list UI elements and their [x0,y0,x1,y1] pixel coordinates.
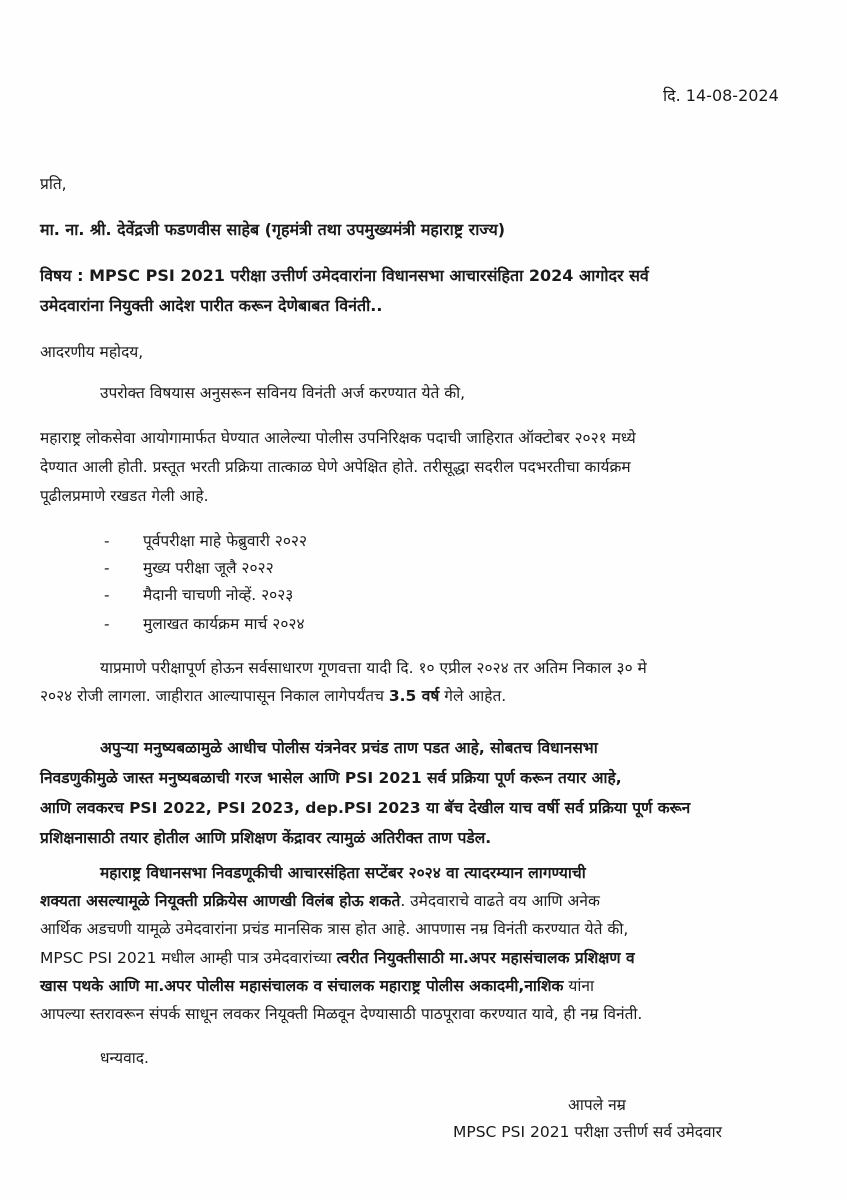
list-marker: - [104,615,110,633]
para3-line-4: प्रशिक्षनासाठी तयार होतील आणि प्रशिक्षण केंद्रावर त्यामुळं अतिरीक्त ताण पडेल. [40,829,492,847]
closing: आपले नम्र [568,1096,626,1114]
para4-line-3: आर्थिक अडचणी यामूळे उमेदवारांना प्रचंड मानसिक त्रास होत आहे. आपणास नम्र विनंती करण्यात येते की, [40,920,629,938]
para3-line-2: निवडणुकीमुळे जास्त मनुष्यबळाची गरज भासेल आणि PSI 2021 सर्व प्रक्रिया पूर्ण करून तयार आहे, [40,769,622,787]
para1-line-1: महाराष्ट्र लोकसेवा आयोगामार्फत घेण्यात आलेल्या पोलीस उपनिरिक्षक पदाची जाहिरात ऑक्टोबर २०२१ मध्ये [40,429,636,447]
para3-line-1: अपुऱ्या मनुष्यबळामुळे आधीच पोलीस यंत्रनेवर प्रचंड ताण पडत आहे, सोबतच विधानसभा [100,739,598,757]
para2-line-2 [40,684,506,708]
para4-line-5 [40,974,594,998]
para4-line-2-rest: . उमेदवाराचे वाढते वय आणि अनेक [400,892,600,910]
para4-line-6: आपल्या स्तरावरून संपर्क साधून लवकर नियूक्ती मिळवून देण्यासाठी पाठपूरावा करण्यात यावे, ही नम्र विनंती. [40,1005,643,1023]
para4-line-2 [40,889,600,913]
para4-line-4-bold: त्वरीत नियुक्तीसाठी मा.अपर महासंचालक प्रशिक्षण व [336,949,635,967]
timeline-item: मुख्य परीक्षा जूलै २०२२ [143,559,274,577]
duration-highlight: 3.5 वर्ष [388,687,440,705]
subject-line-2: उमेदवारांना नियुक्ती आदेश पारीत करून देणेबाबत विनंती.. [40,296,383,315]
subject-line-1: विषय : MPSC PSI 2021 परीक्षा उत्तीर्ण उमेदवारांना विधानसभा आचारसंहिता 2024 आगोदर सर्व [40,266,649,285]
para4-line-4-text: MPSC PSI 2021 मधील आम्ही पात्र उमेदवारांच्या [40,949,337,967]
letter-date: दि. 14-08-2024 [663,86,779,105]
para4-line-4 [40,946,635,970]
list-marker: - [104,532,110,550]
to-label: प्रति, [40,175,67,193]
para2-line-2-end: गेले आहेत. [439,687,507,705]
intro-line: उपरोक्त विषयास अनुसरून सविनय विनंती अर्ज करण्यात येते की, [100,384,466,402]
para2-line-2-text: २०२४ रोजी लागला. जाहीरात आल्यापासून निकाल लागेपर्यंतच [40,687,389,705]
list-marker: - [104,586,110,604]
thanks: धन्यवाद. [100,1049,149,1067]
addressee: मा. ना. श्री. देवेंद्रजी फडणवीस साहेब (गृहमंत्री तथा उपमुख्यमंत्री महाराष्ट्र राज्य) [40,220,506,239]
para3-line-3: आणि लवकरच PSI 2022, PSI 2023, dep.PSI 2023 या बॅच देखील याच वर्षी सर्व प्रक्रिया पूर्ण करून [40,799,691,817]
para4-line-2-bold: शक्यता असल्यामूळे नियूक्ती प्रक्रियेस आणखी विलंब होऊ शकते [40,892,401,910]
timeline-item: पूर्वपरीक्षा माहे फेब्रुवारी २०२२ [143,532,308,550]
para4-line-5-rest: यांना [563,977,594,995]
greeting: आदरणीय महोदय, [40,343,144,361]
signer: MPSC PSI 2021 परीक्षा उत्तीर्ण सर्व उमेदवार [453,1123,722,1141]
list-marker: - [104,559,110,577]
para1-line-2: देण्यात आली होती. प्रस्तूत भरती प्रक्रिया तात्काळ घेणे अपेक्षित होते. तरीसूद्धा सदरील पदभरतीचा कार्यक्रम [40,458,631,476]
para4-line-1: महाराष्ट्र विधानसभा निवडणूकीची आचारसंहिता सप्टेंबर २०२४ वा त्यादरम्यान लागण्याची [100,864,586,882]
para4-line-5-bold: खास पथके आणि मा.अपर पोलीस महासंचालक व संचालक महाराष्ट्र पोलीस अकादमी,नाशिक [40,977,564,995]
para2-line-1: याप्रमाणे परीक्षापूर्ण होऊन सर्वसाधारण गूणवत्ता यादी दि. १० एप्रील २०२४ तर अतिम निकाल ३० मे [100,659,647,677]
para1-line-3: पूढीलप्रमाणे रखडत गेली आहे. [40,487,209,505]
timeline-item: मुलाखत कार्यक्रम मार्च २०२४ [143,615,305,633]
timeline-item: मैदानी चाचणी नोव्हें. २०२३ [143,586,294,604]
